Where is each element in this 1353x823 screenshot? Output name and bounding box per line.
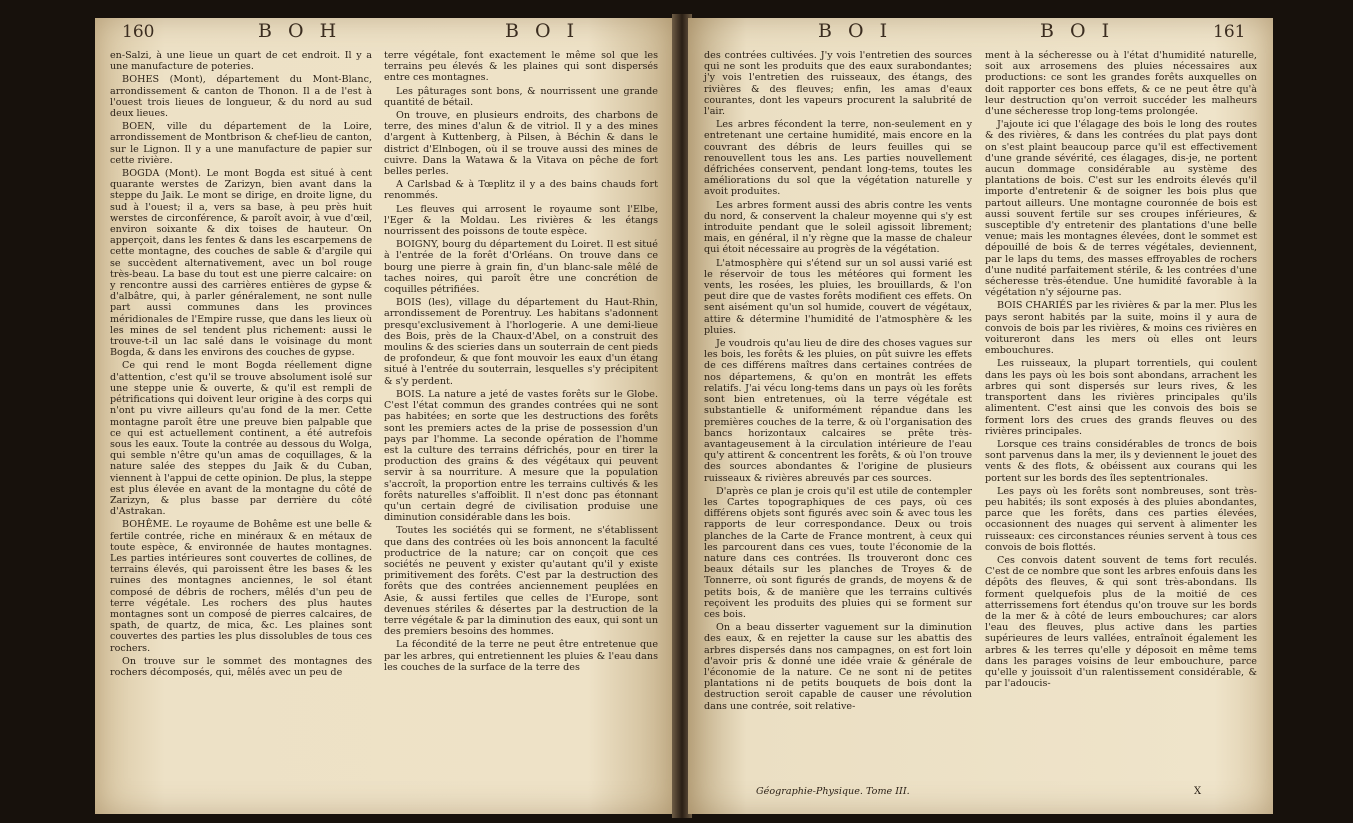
paragraph: BOEN, ville du département de la Loire, arrondissement de Montbrison & chef-lieu de canton, sur le Lignon. Il y a une manufacture de papier sur cette rivière. — [110, 121, 372, 166]
paragraph: A Carlsbad & à Tœplitz il y a des bains chauds fort renommés. — [384, 179, 658, 202]
paragraph: Les ruisseaux, la plupart torrentiels, qui coulent dans les pays où les bois sont abondans, arrachent les arbres qui sont dispersés sur leurs rives, & les transportent dans les rivières principales qu'ils alimentent. C'est ainsi que les convois des bois se forment lors des crues des grands fleuves ou des rivières principales. — [985, 358, 1257, 437]
paragraph: Les arbres fécondent la terre, non-seulement en y entretenant une certaine humidité, mais encore en la couvrant des débris de leurs feuilles qui se renouvellent tous les ans. Les parties nouvellement défrichées conservent, pendant long-tems, toutes les améliorations du sol que la végétation naturelle y avoit produites. — [704, 119, 972, 198]
left-running-head-left: B O H — [258, 20, 342, 42]
paragraph: terre végétale, font exactement le même sol que les terrains peu élevés & les plaines qui sont dispersés entre ces montagnes. — [384, 50, 658, 84]
right-column-1 — [704, 50, 972, 714]
paragraph: J'ajoute ici que l'élagage des bois le long des routes & des rivières, & dans les contrées du plat pays dont on s'est plaint beaucoup parce qu'il est effectivement d'une grande sévérité, ces élagages, dis-je, ne portent aucun dommage considérable au système des plantations de bois. C'est sur les endroits élevés qu'il importe d'entretenir & de soigner les bois plus que partout ailleurs. Une montagne couronnée de bois est aussi souvent fertile sur ses croupes inférieures, & susceptible d'y entretenir des plantations d'une belle venue; mais les montagnes élevées, dont le sommet est dépouillé de bois & de terres végétales, deviennent, par le laps du tems, des masses effroyables de rochers d'une nudité parfaitement stérile, & les contrées d'une sécheresse très-étendue. Une humidité favorable à la végétation n'y séjourne pas. — [985, 119, 1257, 299]
paragraph: Les pays où les forêts sont nombreuses, sont très-peu habités; ils sont exposés à des pluies abondantes, parce que les forêts, dans ces parties élevées, occasionnent des nuages qui servent à alimenter les ruisseaux: ces circonstances réunies servent à tous ces convois de bois flottés. — [985, 485, 1257, 553]
right-running-head-left: B O I — [818, 20, 893, 42]
right-column-2 — [985, 50, 1257, 691]
paragraph: Ce qui rend le mont Bogda réellement digne d'attention, c'est qu'il se trouve absolument isolé sur une steppe unie & ouverte, & qu'il est rempli de pétrifications qui doivent leur origine à des corps qui n'ont pu vivre ailleurs qu'au fond de la mer. Cette montagne paroît être une preuve bien palpable que ce qui est actuellement continent, a été autrefois sous les eaux. Toute la contrée au dessous du Wolga, qui semble n'être qu'un amas de coquillages, & la nature salée des steppes du Jaik & du Cuban, viennent à l'appui de cette opinion. De plus, la steppe est plus élevée en avant de la montagne du côté de Zarizyn, & plus basse par derrière du côté d'Astrakan. — [110, 360, 372, 518]
paragraph: D'après ce plan je crois qu'il est utile de contempler les Cartes topographiques de ces pays, où ces différens objets sont figurés avec soin & avec tous les rapports de leur correspondance. Deux ou trois planches de la Carte de France montrent, à ceux qui les parcourent dans ces vues, toute l'économie de la nature dans ces contrées. Ils trouveront donc ces beaux détails sur les planches de Troyes & de Tonnerre, où sont figurés de grands, de moyens & de petits bois, & de manière que les terrains cultivés reçoivent les produits des pluies qui se forment sur ces bois. — [704, 485, 972, 620]
paragraph: BOHES (Mont), département du Mont-Blanc, arrondissement & canton de Thonon. Il a de l'est à l'ouest trois lieues de longueur, & du nord au sud deux lieues. — [110, 74, 372, 120]
left-column-1 — [110, 50, 372, 680]
paragraph: Je voudrois qu'au lieu de dire des choses vagues sur les bois, les forêts & les pluies, on pût suivre les effets de ces différens maîtres dans certaines contrées de nos départemens, & qu'on en montrât les effets relatifs. J'ai vécu long-tems dans un pays où les forêts sont bien entretenues, où la terre végétale est substantielle & uniformément répandue dans les premières couches de la terre, & où l'organisation des bancs horizontaux calcaires se prête très-avantageusement à la circulation intérieure de l'eau qu'y attirent & concentrent les forêts, & où l'on trouve des sources abondantes & l'origine de plusieurs ruisseaux & rivières abreuvés par ces sources. — [704, 338, 972, 484]
paragraph: On trouve sur le sommet des montagnes des rochers décomposés, qui, mêlés avec un peu de — [110, 655, 372, 678]
paragraph: Toutes les sociétés qui se forment, ne s'établissent que dans des contrées où les bois annoncent la faculté productrice de la nature; car on conçoit que ces sociétés ne peuvent y exister qu'autant qu'il y existe primitivement des forêts. C'est par la destruction des forêts que des contrées anciennement peuplées en Asie, & aussi fertiles que celles de l'Europe, sont devenues stériles & désertes par la destruction de la terre végétale & par la diminution des eaux, qui sont un des premiers besoins des hommes. — [384, 525, 658, 638]
paragraph: Ces convois datent souvent de tems fort reculés. C'est de ce nombre que sont les arbres enfouis dans les dépôts des fleuves, & qui sont très-abondans. Ils forment quelquefois plus de la moitié de ces atterrissemens fort étendus qu'on trouve sur les bords de la mer & à côté de leurs embouchures; car alors l'eau des fleuves, plus active dans les parties supérieures de leurs vallées, entraînoit également les arbres & les terres qu'elle y déposoit en même tems dans les parages voisins de leur embouchure, parce qu'elle y jouissoit d'un ralentissement considérable, & par l'adoucis- — [985, 554, 1257, 690]
paragraph: BOIS. La nature a jeté de vastes forêts sur le Globe. C'est l'état commun des grandes contrées qui ne sont pas habitées; en sorte que les destructions des forêts sont les premiers actes de la prise de possession d'un pays par l'homme. La seconde opération de l'homme est la culture des terrains défrichés, pour en tirer la production des grains & des végétaux qui peuvent servir à sa nourriture. A mesure que la population s'accroît, la proportion entre les terrains cultivés & les forêts naturelles s'affoiblit. Il n'est donc pas étonnant qu'un certain degré de civilisation produise une diminution considérable dans les bois. — [384, 388, 658, 524]
paragraph: BOGDA (Mont). Le mont Bogda est situé à cent quarante werstes de Zarizyn, bien avant dans la steppe du Jaik. Le mont se dirige, en droite ligne, du sud à l'ouest; il a, vers sa base, à peu près huit werstes de circonférence, & paroît avoir, à vue d'œil, environ soixante & dix toises de hauteur. On apperçoit, dans les fentes & dans les escarpemens de cette montagne, des couches de sable & d'argile qui se succèdent alternativement, avec un bol rouge très-beau. La base du tout est une pierre calcaire: on y rencontre aussi des carrières entières de gypse & d'albâtre, qui, à parler généralement, ne sont nulle part aussi communes dans les provinces méridionales de l'Empire russe, que dans les lieux où les mines de sel tendent plus richement: aussi le trouve-t-il un lac salé dans le voisinage du mont Bogda, & dans les environs des couches de gypse. — [110, 168, 372, 359]
paragraph: ment à la sécheresse ou à l'état d'humidité naturelle, soit aux arrosemens des pluies nécessaires aux productions: ce sont les grandes forêts auxquelles on doit rapporter ces bons effets, & ce ne peut être qu'à leur destruction qu'on verroit succéder les malheurs d'une sécheresse trop long-tems prolongée. — [985, 50, 1257, 118]
right-running-head-right: B O I — [1040, 20, 1115, 42]
signature-mark: X — [1194, 786, 1202, 797]
paragraph: Les arbres forment aussi des abris contre les vents du nord, & conservent la chaleur moyenne qui s'y est introduite pendant que le soleil agissoit librement; mais, en général, il n'y règne que la masse de chaleur qui étoit nécessaire au progrès de la végétation. — [704, 199, 972, 256]
left-column-2 — [384, 50, 658, 675]
paragraph: L'atmosphère qui s'étend sur un sol aussi varié est le réservoir de tous les météores qui forment les vents, les rosées, les pluies, les brouillards, & l'on peut dire que de vastes forêts modifient ces effets. On sent aisément qu'un sol humide, couvert de végétaux, attire & détermine l'humidité de l'atmosphère & les pluies. — [704, 257, 972, 336]
paragraph: en-Salzi, à une lieue un quart de cet endroit. Il y a une manufacture de poteries. — [110, 50, 372, 73]
paragraph: BOHÊME. Le royaume de Bohême est une belle & fertile contrée, riche en minéraux & en métaux de toute espèce, & environnée de hautes montagnes. Les parties intérieures sont couvertes de collines, de terrains élevés, qui paroissent être les bases & les ruines des montagnes anciennes, le sol étant composé de débris de rochers, mêlés d'un peu de terre végétale. Les rochers des plus hautes montagnes sont un composé de pierres calcaires, de spath, de quartz, de mica, &c. Les plaines sont couvertes des parties les plus dissolubles de tous ces rochers. — [110, 519, 372, 654]
paragraph: Les fleuves qui arrosent le royaume sont l'Elbe, l'Eger & la Moldau. Les rivières & les étangs nourrissent des poissons de toute espèce. — [384, 203, 658, 238]
page-footer: Géographie-Physique. Tome III. — [756, 786, 910, 797]
paragraph: BOIS (les), village du département du Haut-Rhin, arrondissement de Porentruy. Les habitans s'adonnent presqu'exclusivement à l'horlogerie. A une demi-lieue des Bois, près de la Chaux-d'Abel, on a construit des moulins & des scieries dans un souterrain de cent pieds de profondeur, & que font mouvoir les eaux d'un étang situé à l'entrée du souterrain, lesquelles s'y précipitent & s'y perdent. — [384, 297, 658, 387]
paragraph: BOIS CHARIÉS par les rivières & par la mer. Plus les pays seront habités par la suite, moins il y aura de convois de bois par les rivières, & moins ces rivières en voitureront dans les mers où elles ont leurs embouchures. — [985, 300, 1257, 357]
paragraph: BOIGNY, bourg du département du Loiret. Il est situé à l'entrée de la forêt d'Orléans. On trouve dans ce bourg une pierre à grain fin, d'un blanc-sale mêlé de taches noires, qui paroît être une concrétion de coquilles pétrifiées. — [384, 239, 658, 296]
paragraph: On a beau disserter vaguement sur la diminution des eaux, & en rejetter la cause sur les abattis des arbres dispersés dans nos campagnes, on est fort loin d'avoir pris & donné une idée vraie & générale de l'économie de la nature. Ce ne sont ni de petites plantations ni de petits bouquets de bois dont la destruction seroit capable de causer une révolution dans une contrée, soit relative- — [704, 622, 972, 712]
paragraph: Les pâturages sont bons, & nourrissent une grande quantité de bétail. — [384, 85, 658, 108]
paragraph: On trouve, en plusieurs endroits, des charbons de terre, des mines d'alun & de vitriol. Il y a des mines d'argent à Kuttenberg, à Pilsen, à Béchin & dans le district d'Elnbogen, où il se trouve aussi des mines de cuivre. Dans la Watawa & la Vitava on pêche de fort belles perles. — [384, 110, 658, 178]
left-page-number: 160 — [122, 22, 155, 42]
paragraph: des contrées cultivées. J'y vois l'entretien des sources qui ne sont les produits que des eaux surabondantes; j'y vois l'entretien des ruisseaux, des étangs, des rivières & des fleuves; enfin, les amas d'eaux courantes, dont les vapeurs procurent la salubrité de l'air. — [704, 50, 972, 118]
paragraph: Lorsque ces trains considérables de troncs de bois sont parvenus dans la mer, ils y deviennent le jouet des vents & des flots, & obéissent aux courans qui les portent sur les bords des îles septentrionales. — [985, 438, 1257, 484]
right-page-number: 161 — [1213, 22, 1246, 42]
left-running-head-right: B O I — [505, 20, 580, 42]
paragraph: La fécondité de la terre ne peut être entretenue que par les arbres, qui entretiennent les pluies & l'eau dans les couches de la surface de la terre des — [384, 639, 658, 673]
